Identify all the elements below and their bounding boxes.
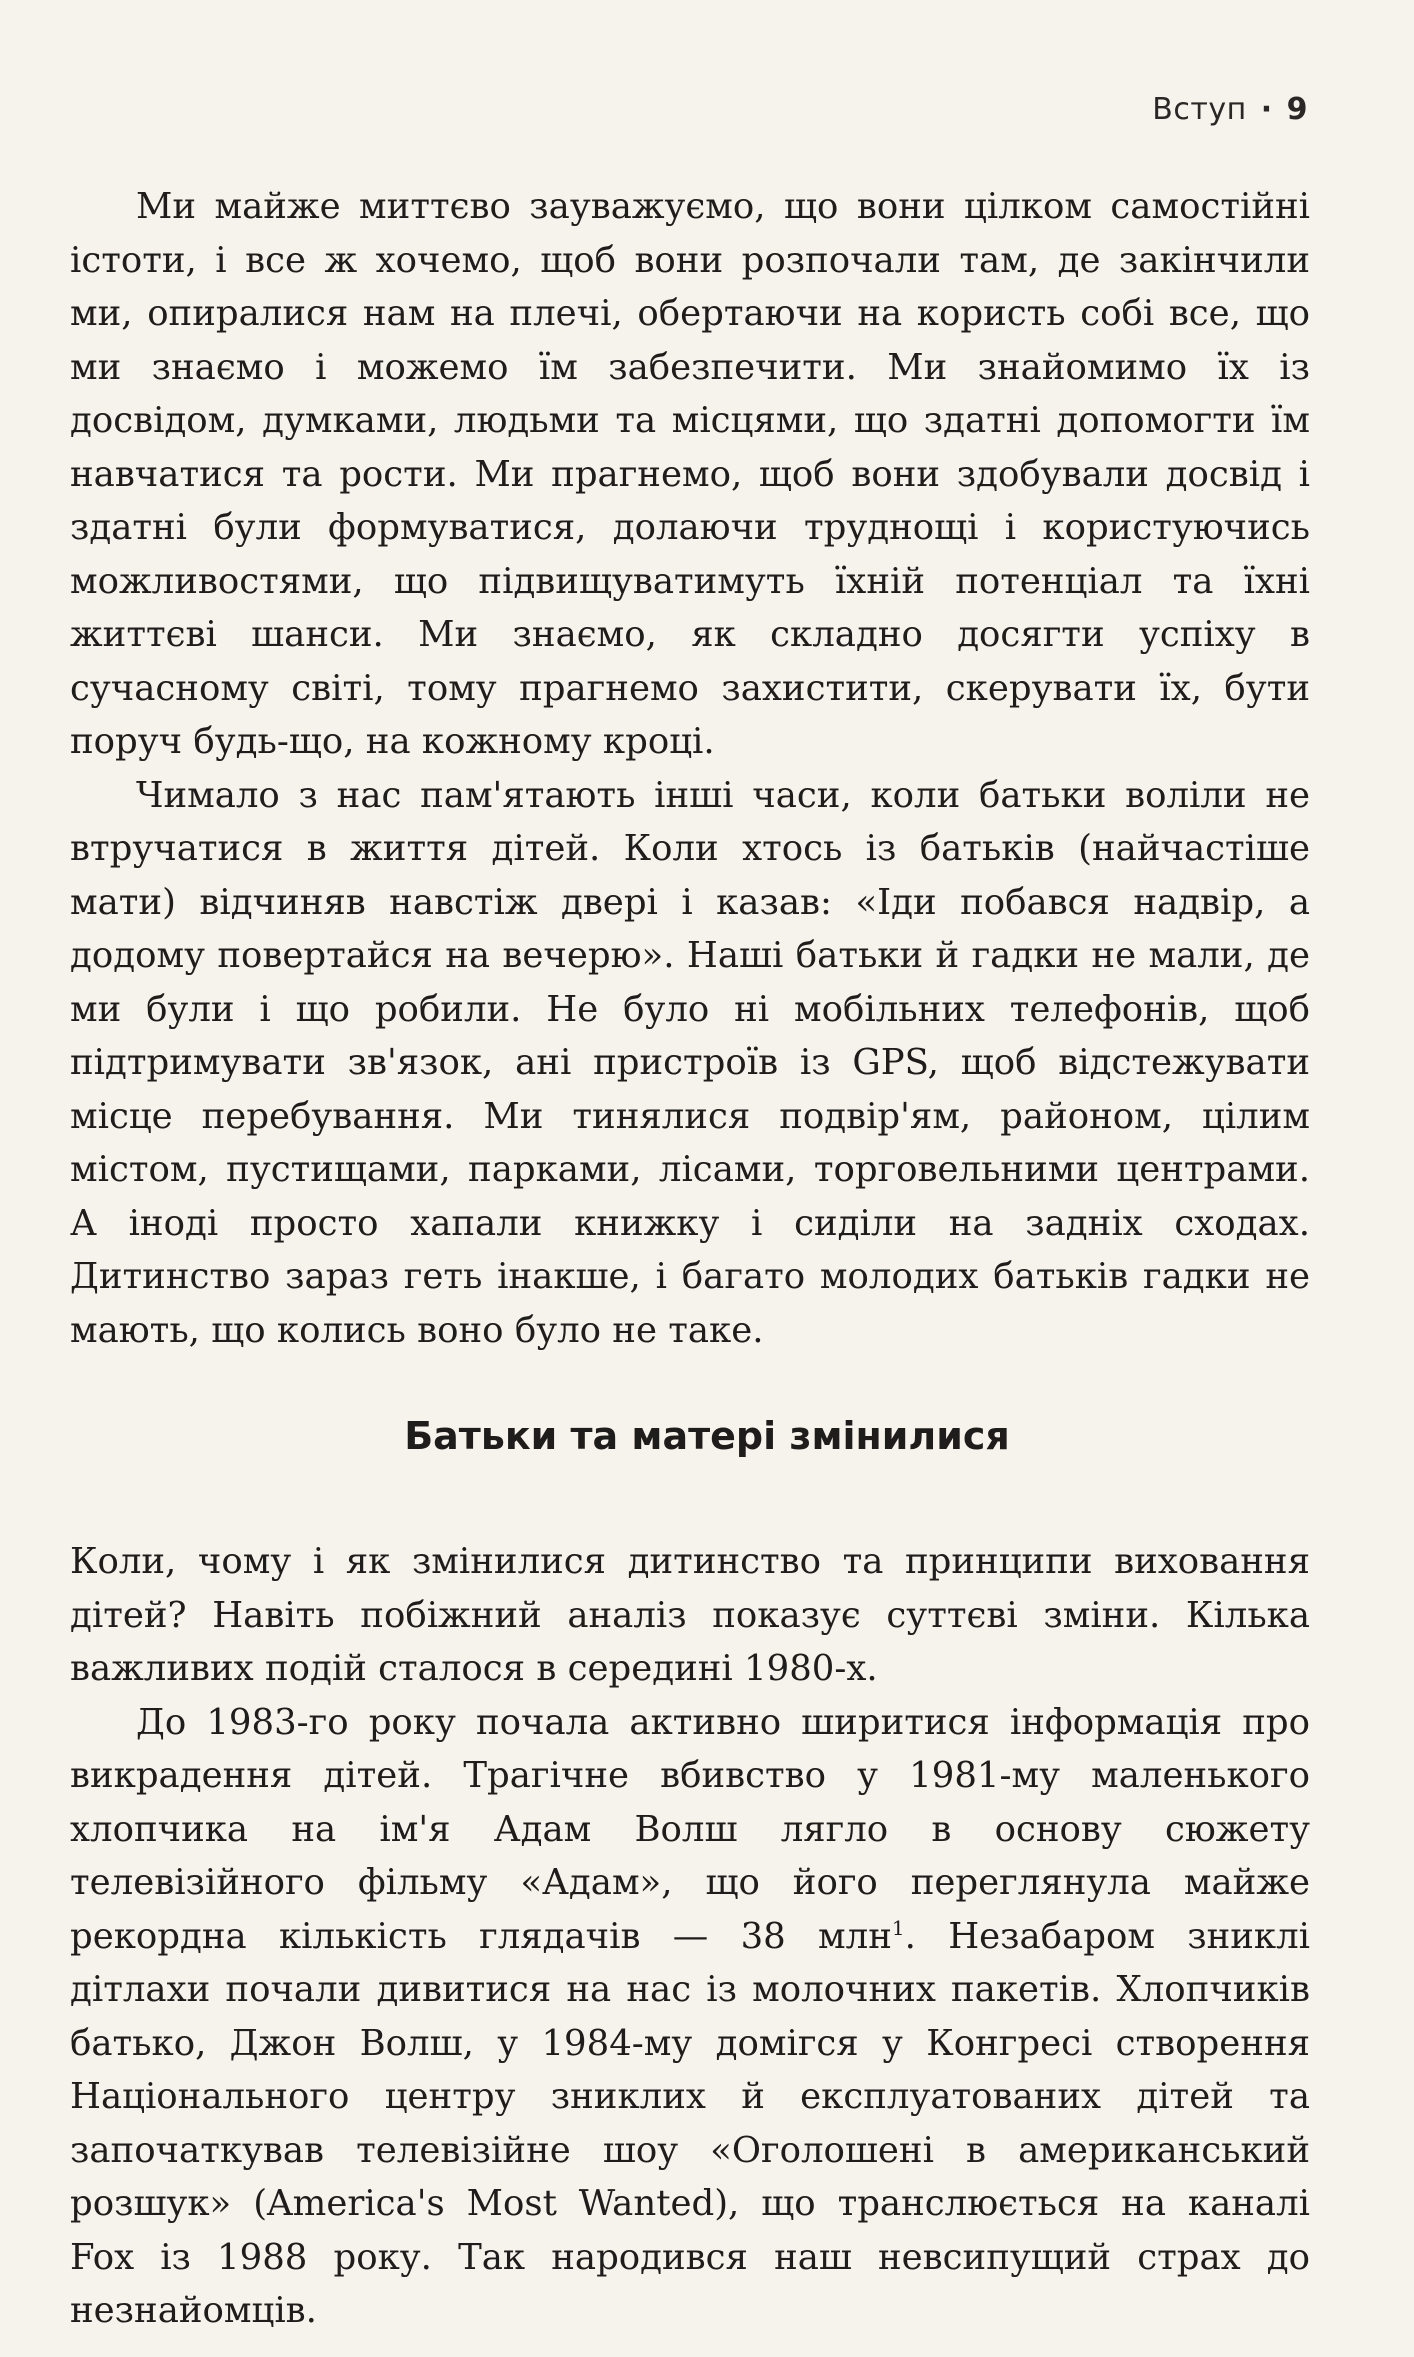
running-header [1152, 92, 1308, 127]
intro-text-block [70, 180, 1310, 1357]
footnote-marker: 1 [891, 1915, 905, 1940]
header-separator: · [1260, 92, 1273, 127]
section-paragraph-1: Коли, чому і як змінилися дитинство та принципи виховання дітей? Навіть побіжний аналіз показує суттєві зміни. Кілька важливих подій сталося в середині 1980-х. [70, 1541, 1310, 1689]
section-paragraph-2 [70, 1696, 1310, 2338]
intro-paragraph-1: Ми майже миттєво зауважуємо, що вони цілком самостійні істоти, і все ж хочемо, щоб вони розпочали там, де закінчили ми, опиралися нам на плечі, обертаючи на користь собі все, що ми знаємо і можемо їм забезпечити. Ми знайомимо їх із досвідом, думками, людьми та місцями, що здатні допомогти їм навчатися та рости. Ми прагнемо, щоб вони здобували досвід і здатні були формуватися, долаючи труднощі і користуючись можливостями, що підвищуватимуть їхній потенціал та їхні життєві шанси. Ми знаємо, як складно досягти успіху в сучасному світі, тому прагнемо захистити, скерувати їх, бути поруч будь-що, на кожному кроці. [70, 186, 1310, 762]
section-paragraph-2-continuation: . Незабаром зниклі дітлахи почали дивитися на нас із молочних пакетів. Хлопчиків батько, Джон Волш, у 1984-му домігся у Конгресі створення Національного центру зниклих й експлуатованих дітей та започаткував телевізійне шоу «Оголошені в американський розшук» (America's Most Wanted), що транслюється на каналі Fox із 1988 року. Так народився наш невсипущий страх до незнайомців. [70, 1915, 1311, 2331]
section-text-block [70, 1535, 1310, 2338]
page-number: 9 [1286, 92, 1308, 127]
header-section-title: Вступ [1152, 92, 1247, 127]
intro-paragraph-2: Чимало з нас пам'ятають інші часи, коли батьки воліли не втручатися в життя дітей. Коли хтось із батьків (найчастіше мати) відчиняв навстіж двері і казав: «Іди побався надвір, а додому повертайся на вечерю». Наші батьки й гадки не мали, де ми були і що робили. Не було ні мобільних телефонів, щоб підтримувати зв'язок, ані пристроїв із GPS, щоб відстежувати місце перебування. Ми тинялися подвір'ям, районом, цілим містом, пустищами, парками, лісами, торговельними центрами. А іноді просто хапали книжку і сиділи на задніх сходах. Дитинство зараз геть інакше, і багато молодих батьків гадки не мають, що колись воно було не таке. [70, 774, 1310, 1351]
section-paragraph-2-text: До 1983-го року почала активно ширитися інформація про викрадення дітей. Трагічне вбивство у 1981-му маленького хлопчика на ім'я Адам Волш лягло в основу сюжету телевізійного фільму «Адам», що його переглянула майже рекордна кількість глядачів — 38 млн [70, 1701, 1310, 1957]
section-heading: Батьки та матері змінилися [404, 1414, 1010, 1458]
